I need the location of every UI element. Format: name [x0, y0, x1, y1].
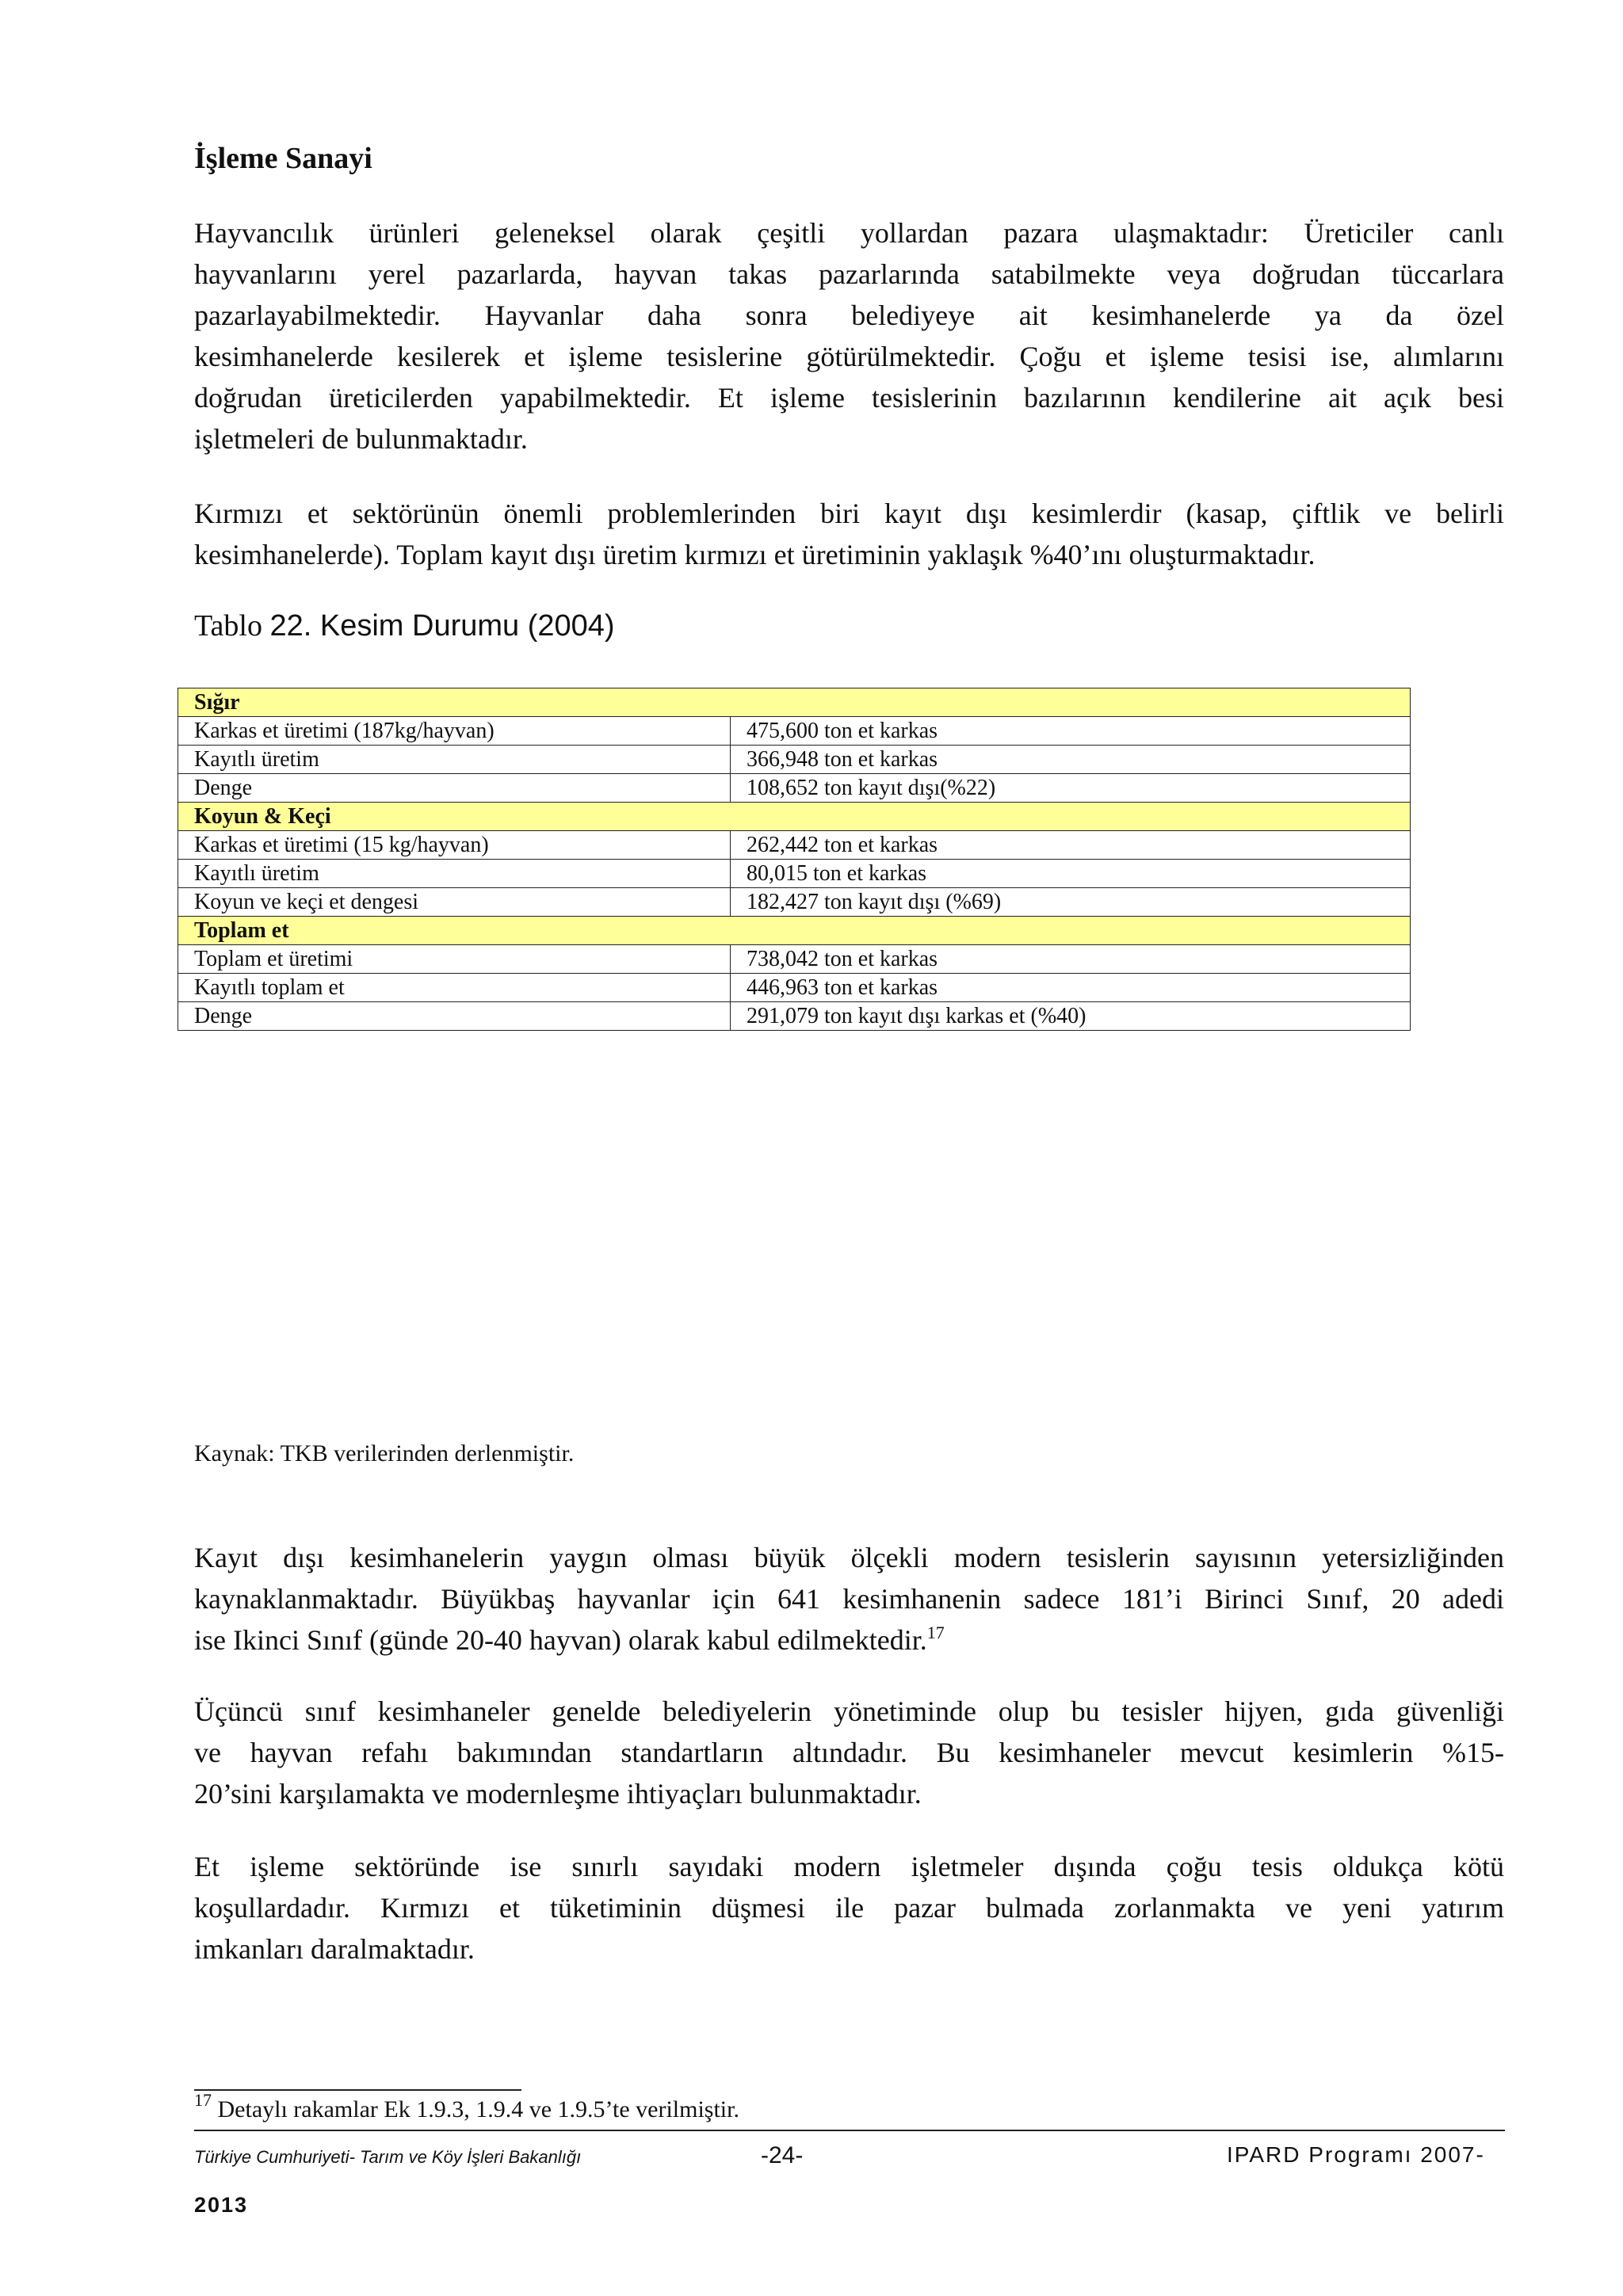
text-line: kaynaklanmaktadır. Büyükbaş hayvanlar için 641 kesimhanenin sadece 181’i Birinci Sınıf, 20 adedi [194, 1583, 1504, 1615]
footer-ministry: Türkiye Cumhuriyeti- Tarım ve Köy İşleri Bakanlığı [194, 2147, 582, 2167]
row-label: Kayıtlı toplam et [178, 974, 731, 1002]
text-line: kesimhanelerde kesilerek et işleme tesislerine götürülmektedir. Çoğu et işleme tesisi ise, alımlarını [194, 341, 1504, 372]
row-value: 366,948 ton et karkas [731, 746, 1411, 774]
table-row [178, 888, 1411, 917]
footnote-number: 17 [194, 2090, 212, 2110]
row-value: 80,015 ton et karkas [731, 860, 1411, 888]
row-label: Karkas et üretimi (187kg/hayvan) [178, 717, 731, 746]
text-line: Üçüncü sınıf kesimhaneler genelde belediyelerin yönetiminde olup bu tesisler hijyen, gıda güvenliği [194, 1695, 1504, 1727]
footer-divider [194, 2130, 1505, 2131]
text-line: kesimhanelerde). Toplam kayıt dışı üretim kırmızı et üretiminin yaklaşık %40’ını oluşturmaktadır. [194, 539, 1316, 570]
section-title: Sığır [178, 688, 1411, 717]
table-row [178, 974, 1411, 1002]
page-number: -24- [761, 2142, 804, 2168]
row-label: Koyun ve keçi et dengesi [178, 888, 731, 917]
footnote-divider [194, 2089, 521, 2091]
text-line: koşullardadır. Kırmızı et tüketiminin düşmesi ile pazar bulmada zorlanmakta ve yeni yatırım [194, 1892, 1504, 1924]
text-line: işletmeleri de bulunmaktadır. [194, 423, 528, 455]
table-section-header [178, 803, 1411, 831]
text-line [194, 1619, 1504, 1661]
text-line-content: ise Ikinci Sınıf (günde 20-40 hayvan) olarak kabul edilmektedir. [194, 1624, 927, 1656]
table-row [178, 831, 1411, 860]
text-line: pazarlayabilmektedir. Hayvanlar daha sonra belediyeye ait kesimhanelerde ya da özel [194, 299, 1504, 331]
paragraph-intro [194, 212, 1504, 460]
text-line: Kırmızı et sektörünün önemli problemlerinden biri kayıt dışı kesimlerdir (kasap, çiftlik ve belirli [194, 498, 1504, 529]
footnote [194, 2090, 739, 2123]
section-title: Toplam et [178, 917, 1411, 945]
section-heading: İşleme Sanayi [194, 142, 372, 175]
row-value: 108,652 ton kayıt dışı(%22) [731, 774, 1411, 803]
table-section-header [178, 688, 1411, 717]
text-line: hayvanlarını yerel pazarlarda, hayvan takas pazarlarında satabilmekte veya doğrudan tüccarlara [194, 258, 1504, 290]
text-line: Kayıt dışı kesimhanelerin yaygın olması büyük ölçekli modern tesislerin sayısının yetersizliğinden [194, 1542, 1504, 1573]
table-row [178, 746, 1411, 774]
text-line: Hayvancılık ürünleri geleneksel olarak çeşitli yollardan pazara ulaşmaktadır: Üreticiler canlı [194, 217, 1504, 249]
paragraph-third-class [194, 1691, 1504, 1814]
row-value: 446,963 ton et karkas [731, 974, 1411, 1002]
row-value: 475,600 ton et karkas [731, 717, 1411, 746]
row-label: Kayıtlı üretim [178, 746, 731, 774]
text-line: 20’sini karşılamakta ve modernleşme ihtiyaçları bulunmaktadır. [194, 1778, 922, 1810]
text-line: doğrudan üreticilerden yapabilmektedir. Et işleme tesislerinin bazılarının kendilerine ait açık besi [194, 382, 1504, 414]
footnote-text: Detaylı rakamlar Ek 1.9.3, 1.9.4 ve 1.9.5’te verilmiştir. [212, 2096, 739, 2122]
row-label: Toplam et üretimi [178, 945, 731, 974]
table-row [178, 945, 1411, 974]
row-value: 291,079 ton kayıt dışı karkas et (%40) [731, 1002, 1411, 1031]
footnote-ref[interactable]: 17 [926, 1623, 945, 1642]
table-row [178, 774, 1411, 803]
section-title: Koyun & Keçi [178, 803, 1411, 831]
table-source: Kaynak: TKB verilerinden derlenmiştir. [194, 1440, 575, 1466]
row-value: 738,042 ton et karkas [731, 945, 1411, 974]
text-line: Et işleme sektöründe ise sınırlı sayıdaki modern işletmeler dışında çoğu tesis oldukça kötü [194, 1851, 1504, 1882]
paragraph-modern-facilities [194, 1537, 1504, 1661]
paragraph-processing-sector [194, 1846, 1504, 1970]
slaughter-table [178, 688, 1411, 1031]
footer-year: 2013 [194, 2193, 249, 2217]
row-value: 262,442 ton et karkas [731, 831, 1411, 860]
row-label: Denge [178, 1002, 731, 1031]
paragraph-unregistered-slaughter [194, 493, 1504, 575]
table-row [178, 717, 1411, 746]
row-label: Karkas et üretimi (15 kg/hayvan) [178, 831, 731, 860]
table-caption [194, 608, 615, 643]
row-value: 182,427 ton kayıt dışı (%69) [731, 888, 1411, 917]
text-line: imkanları daralmaktadır. [194, 1933, 475, 1965]
row-label: Kayıtlı üretim [178, 860, 731, 888]
table-row [178, 860, 1411, 888]
caption-prefix: Tablo [194, 609, 270, 643]
text-line: ve hayvan refahı bakımından standartların altındadır. Bu kesimhaneler mevcut kesimlerin %15- [194, 1737, 1504, 1768]
table-section-header [178, 917, 1411, 945]
caption-title: 22. Kesim Durumu (2004) [269, 609, 615, 643]
row-label: Denge [178, 774, 731, 803]
footer-program: IPARD Programı 2007- [1227, 2142, 1485, 2167]
table-row [178, 1002, 1411, 1031]
